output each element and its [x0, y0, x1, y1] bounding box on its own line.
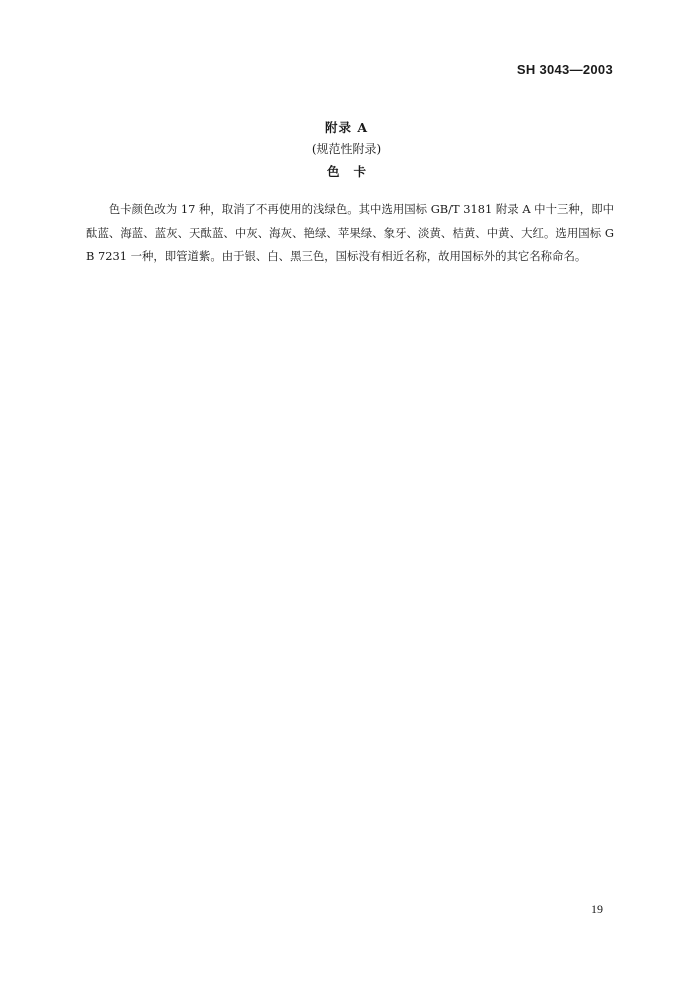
- appendix-title: 附录 A: [324, 120, 369, 135]
- body-paragraph: 色卡颜色改为 17 种，取消了不再使用的浅绿色。其中选用国标 GB/T 3181 附录 A 中十三种，即中酞蓝、海蓝、蓝灰、天酞蓝、中灰、海灰、艳绿、苹果绿、象牙、淡黄、桔黄、中黄、大红。选用国标 GB 7231 一种，即管道紫。由于银、白、黑三色，国标没有相近名称，故用国标外的其它名称命名。: [86, 202, 614, 264]
- page-number: 19: [591, 902, 603, 916]
- appendix-subject: 色卡: [326, 164, 380, 179]
- appendix-type: (规范性附录): [311, 142, 382, 156]
- standard-code: SH 3043—2003: [516, 62, 613, 77]
